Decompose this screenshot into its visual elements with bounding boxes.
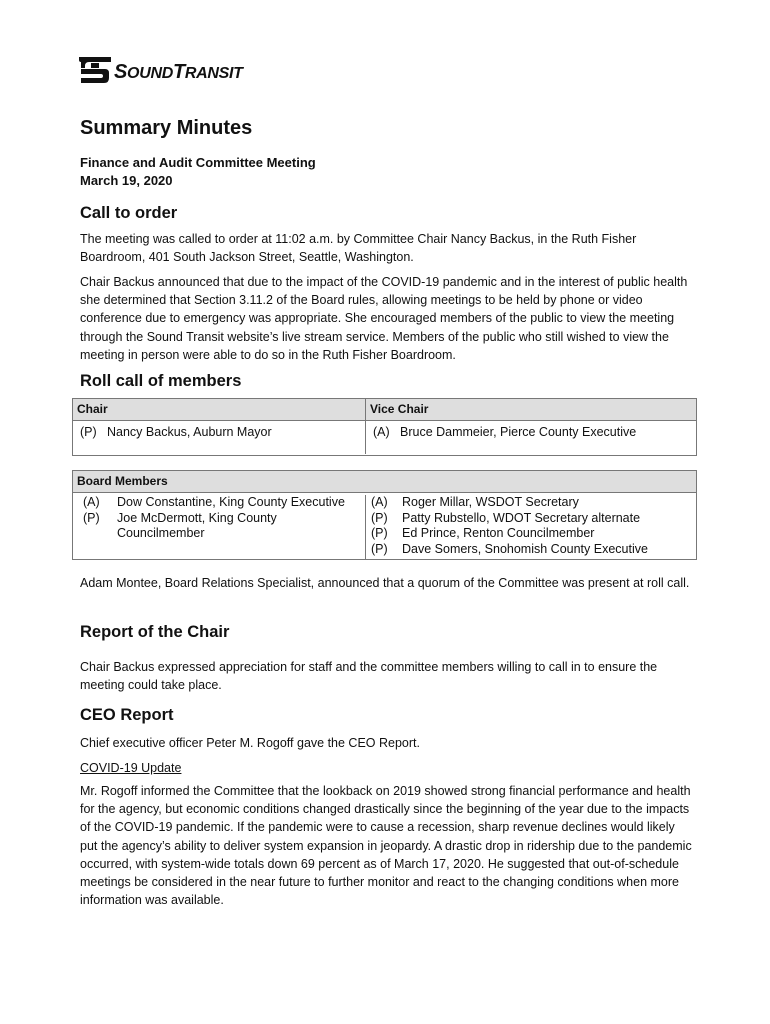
member-row [366,511,696,527]
chair-report-heading: Report of the Chair [80,623,230,641]
chair-cell [73,421,366,454]
meeting-date: March 19, 2020 [80,173,173,188]
board-members-header [73,471,696,493]
member-name: Ed Prince, Renton Councilmember [402,526,595,540]
ceo-report-paragraph-2: Mr. Rogoff informed the Committee that the lookback on 2019 showed strong financial performance and health for the agency, but economic conditions changed drastically since the beginning of the year due to the impacts of the COVID-19 pandemic. If the pandemic were to cause a recession, sharp revenue declines would likely put the agency’s ability to deliver system expansion in jeopardy. A drastic drop in ridership due to the pandemic occurred, with system-wide totals down 69 percent as of March 17, 2020. He suggested that out-of-schedule meetings be considered in the near future to further monitor and react to the changing conditions when more information was available. [80,784,692,908]
ceo-report-heading: CEO Report [80,706,174,724]
board-members-header-label: Board Members [77,474,168,488]
board-members-table [72,470,697,560]
chair-table-header [73,399,696,421]
attendance-code: (A) [371,495,388,509]
member-row [366,495,696,511]
quorum-paragraph: Adam Montee, Board Relations Specialist, announced that a quorum of the Committee was present at roll call. [80,576,690,590]
page-title: Summary Minutes [80,117,253,139]
chair-report-paragraph: Chair Backus expressed appreciation for staff and the committee members willing to call in to ensure the meeting could take place. [80,660,658,693]
covid-update-subheading: COVID-19 Update [80,761,182,775]
board-members-right [366,495,696,559]
vice-chair-cell [366,421,696,454]
member-row [366,542,696,558]
member-row [73,511,365,542]
vice-chair-row [366,421,696,441]
call-to-order-paragraph-2: Chair Backus announced that due to the impact of the COVID-19 pandemic and in the interest of public health she determined that Section 3.11.2 of the Board rules, allowing meetings to be held by phone or video conference due to emergency was appropriate. She encouraged members of the public to view the meeting through the Sound Transit website’s live stream service. Members of the public who still wished to view the meeting in person were able to do so in the Ruth Fisher Boardroom. [80,275,688,362]
board-members-left [73,495,366,559]
member-name: Patty Rubstello, WDOT Secretary alternate [402,510,641,525]
chair-row [73,421,365,441]
member-name: Dow Constantine, King County Executive [117,495,345,509]
attendance-code: (A) [83,495,100,509]
attendance-code: (P) [371,510,388,525]
sound-transit-logo [79,56,243,84]
call-to-order-paragraph-1: The meeting was called to order at 11:02 a.m. by Committee Chair Nancy Backus, in the Ruth Fisher Boardroom, 401 South Jackson Street, Seattle, Washington. [80,232,637,265]
attendance-code: (A) [373,425,390,439]
chair-header: Chair [73,399,366,420]
logo-wordmark: SOUNDTRANSIT [114,61,243,83]
ceo-report-paragraph-1: Chief executive officer Peter M. Rogoff gave the CEO Report. [80,736,420,750]
attendance-code: (P) [371,526,388,540]
roll-call-heading: Roll call of members [80,372,242,390]
attendance-code: (P) [83,510,100,525]
member-row [366,526,696,542]
call-to-order-heading: Call to order [80,204,178,222]
member-name: Roger Millar, WSDOT Secretary [402,495,579,509]
member-name: Bruce Dammeier, Pierce County Executive [400,425,637,439]
attendance-code: (P) [80,425,97,439]
attendance-code: (P) [371,541,388,556]
sound-transit-logo-icon [79,57,111,83]
chair-table [72,398,697,456]
member-row [73,495,365,511]
vice-chair-header: Vice Chair [370,402,429,416]
member-name: Dave Somers, Snohomish County Executive [402,541,648,556]
member-name: Joe McDermott, King County Councilmember [117,510,277,540]
meeting-name: Finance and Audit Committee Meeting [80,155,316,170]
member-name: Nancy Backus, Auburn Mayor [107,425,272,439]
